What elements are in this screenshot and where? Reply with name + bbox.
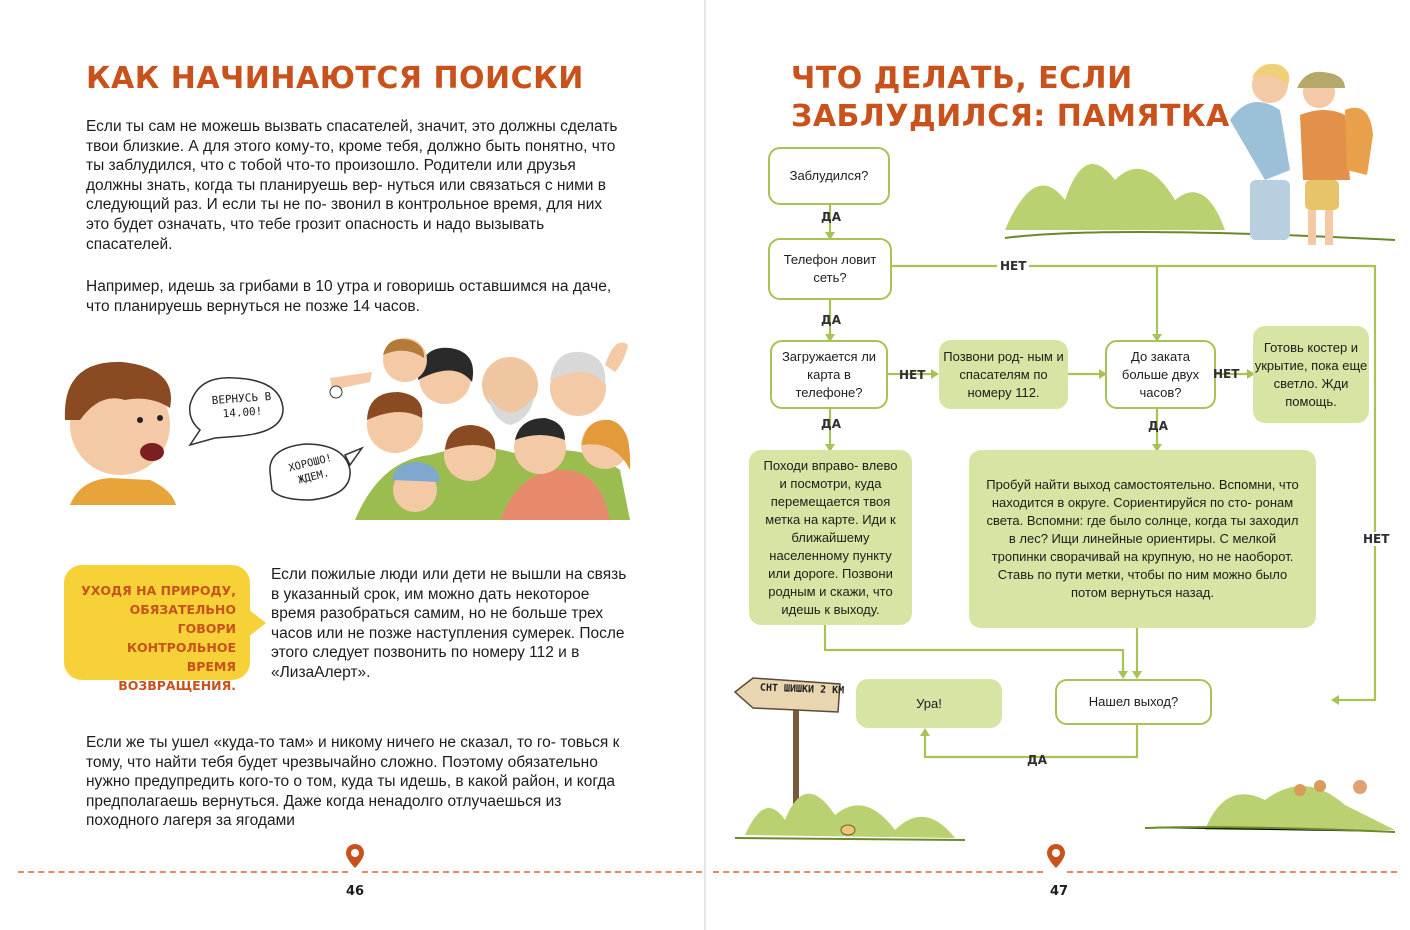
flow-label-no: НЕТ bbox=[1363, 532, 1390, 546]
flow-node-fire: Готовь костер и укрытие, пока еще светло. Жди помощь. bbox=[1253, 326, 1369, 423]
signpost-text: СНТ ШИШКИ 2 КМ bbox=[759, 682, 845, 697]
flow-label-yes: ДА bbox=[821, 210, 841, 224]
right-page bbox=[705, 0, 1410, 930]
flow-node-self: Пробуй найти выход самостоятельно. Вспомни, что находится в округе. Сориентируйся по сто- ронам света. Вспомни: где было солнце, когда ты заходил в лес? Ищи линейные ориентиры. С мелкой тропинки сворачивай на крупную, но не наоборот. Ставь по пути метки, чтобы по ним можно было потом вернуться назад. bbox=[969, 450, 1316, 628]
speech-bubble-boy: ВЕРНУСЬ В 14.00! bbox=[211, 389, 272, 421]
illustration-boy-and-family bbox=[0, 0, 705, 540]
flow-label-no: НЕТ bbox=[1213, 367, 1240, 381]
page-number: 46 bbox=[346, 884, 365, 899]
paragraph-1: Если ты сам не можешь вызвать спасателей, значит, это должны сделать твои близкие. А для этого кому-то, кроме тебя, должно быть понятно, что ты заблудился, что с тобой что-то произошло. Родители или друзья должны знать, когда ты планируешь вер- нуться или связаться с ними в следующий раз. И если ты не по- звонил в контрольное время, для них это будет означать, что тебе грозит опасность и надо вызывать спасателей. bbox=[86, 118, 618, 253]
location-pin-icon bbox=[1046, 842, 1066, 870]
flow-node-map: Загружается ли карта в телефоне? bbox=[770, 340, 888, 409]
flow-label-no: НЕТ bbox=[899, 368, 926, 382]
flow-node-call: Позвони род- ным и спасателям по номеру 112. bbox=[939, 340, 1068, 409]
speech-bubble-family: ХОРОШО! ЖДЕМ. bbox=[287, 452, 334, 487]
location-pin-icon bbox=[345, 842, 365, 870]
footer-dashed-line bbox=[713, 871, 1043, 873]
footer-dashed-line bbox=[18, 871, 348, 873]
flow-label-yes: ДА bbox=[1027, 753, 1047, 767]
flow-label-no: НЕТ bbox=[997, 259, 1029, 273]
page-title: ЗАБЛУДИЛСЯ: ПАМЯТКА bbox=[791, 99, 1230, 134]
page-number: 47 bbox=[1050, 884, 1069, 899]
page-title: ЧТО ДЕЛАТЬ, ЕСЛИ bbox=[791, 61, 1133, 96]
callout-text: УХОДЯ НА ПРИРОДУ, ОБЯЗАТЕЛЬНО ГОВОРИ КОНТРОЛЬНОЕ ВРЕМЯ ВОЗВРАЩЕНИЯ. bbox=[81, 583, 236, 693]
paragraph-4: Если же ты ушел «куда-то там» и никому ничего не сказал, то го- товься к тому, что найти тебя будет чрезвычайно сложно. Поэтому обязательно нужно предупредить кого-то о том, куда ты идешь, в какой район, и когда предполагаешь вернуться. Даже когда ненадолго отлучаешься из походного лагеря за ягодами bbox=[86, 734, 620, 830]
flow-node-walk: Походи вправо- влево и посмотри, куда перемещается твоя метка на карте. Иди к ближайшему населенному пункту или дороге. Позвони родным и скажи, что идешь к выходу. bbox=[749, 450, 912, 625]
footer-dashed-line bbox=[1067, 871, 1397, 873]
page-title: КАК НАЧИНАЮТСЯ ПОИСКИ bbox=[86, 61, 584, 96]
flow-node-sunset: До заката больше двух часов? bbox=[1105, 340, 1216, 409]
paragraph-3: Если пожилые люди или дети не вышли на связь в указанный срок, им можно дать некоторое время разобраться самим, но не больше трех часов или не позже наступления сумерек. После этого следует позвонить по номеру 112 и в «ЛизаАлерт». bbox=[271, 566, 627, 681]
flow-node-lost: Заблудился? bbox=[768, 147, 890, 205]
footer-dashed-line bbox=[362, 871, 702, 873]
flow-node-signal: Телефон ловит сеть? bbox=[768, 238, 892, 300]
flow-label-yes: ДА bbox=[821, 417, 841, 431]
flow-label-yes: ДА bbox=[821, 313, 841, 327]
flow-node-hooray: Ура! bbox=[856, 679, 1002, 728]
paragraph-2: Например, идешь за грибами в 10 утра и говоришь оставшимся на даче, что планируешь вернуться не позже 14 часов. bbox=[86, 278, 612, 315]
callout-box bbox=[64, 565, 250, 693]
flow-label-yes: ДА bbox=[1148, 419, 1168, 433]
flow-node-found: Нашел выход? bbox=[1055, 679, 1212, 725]
